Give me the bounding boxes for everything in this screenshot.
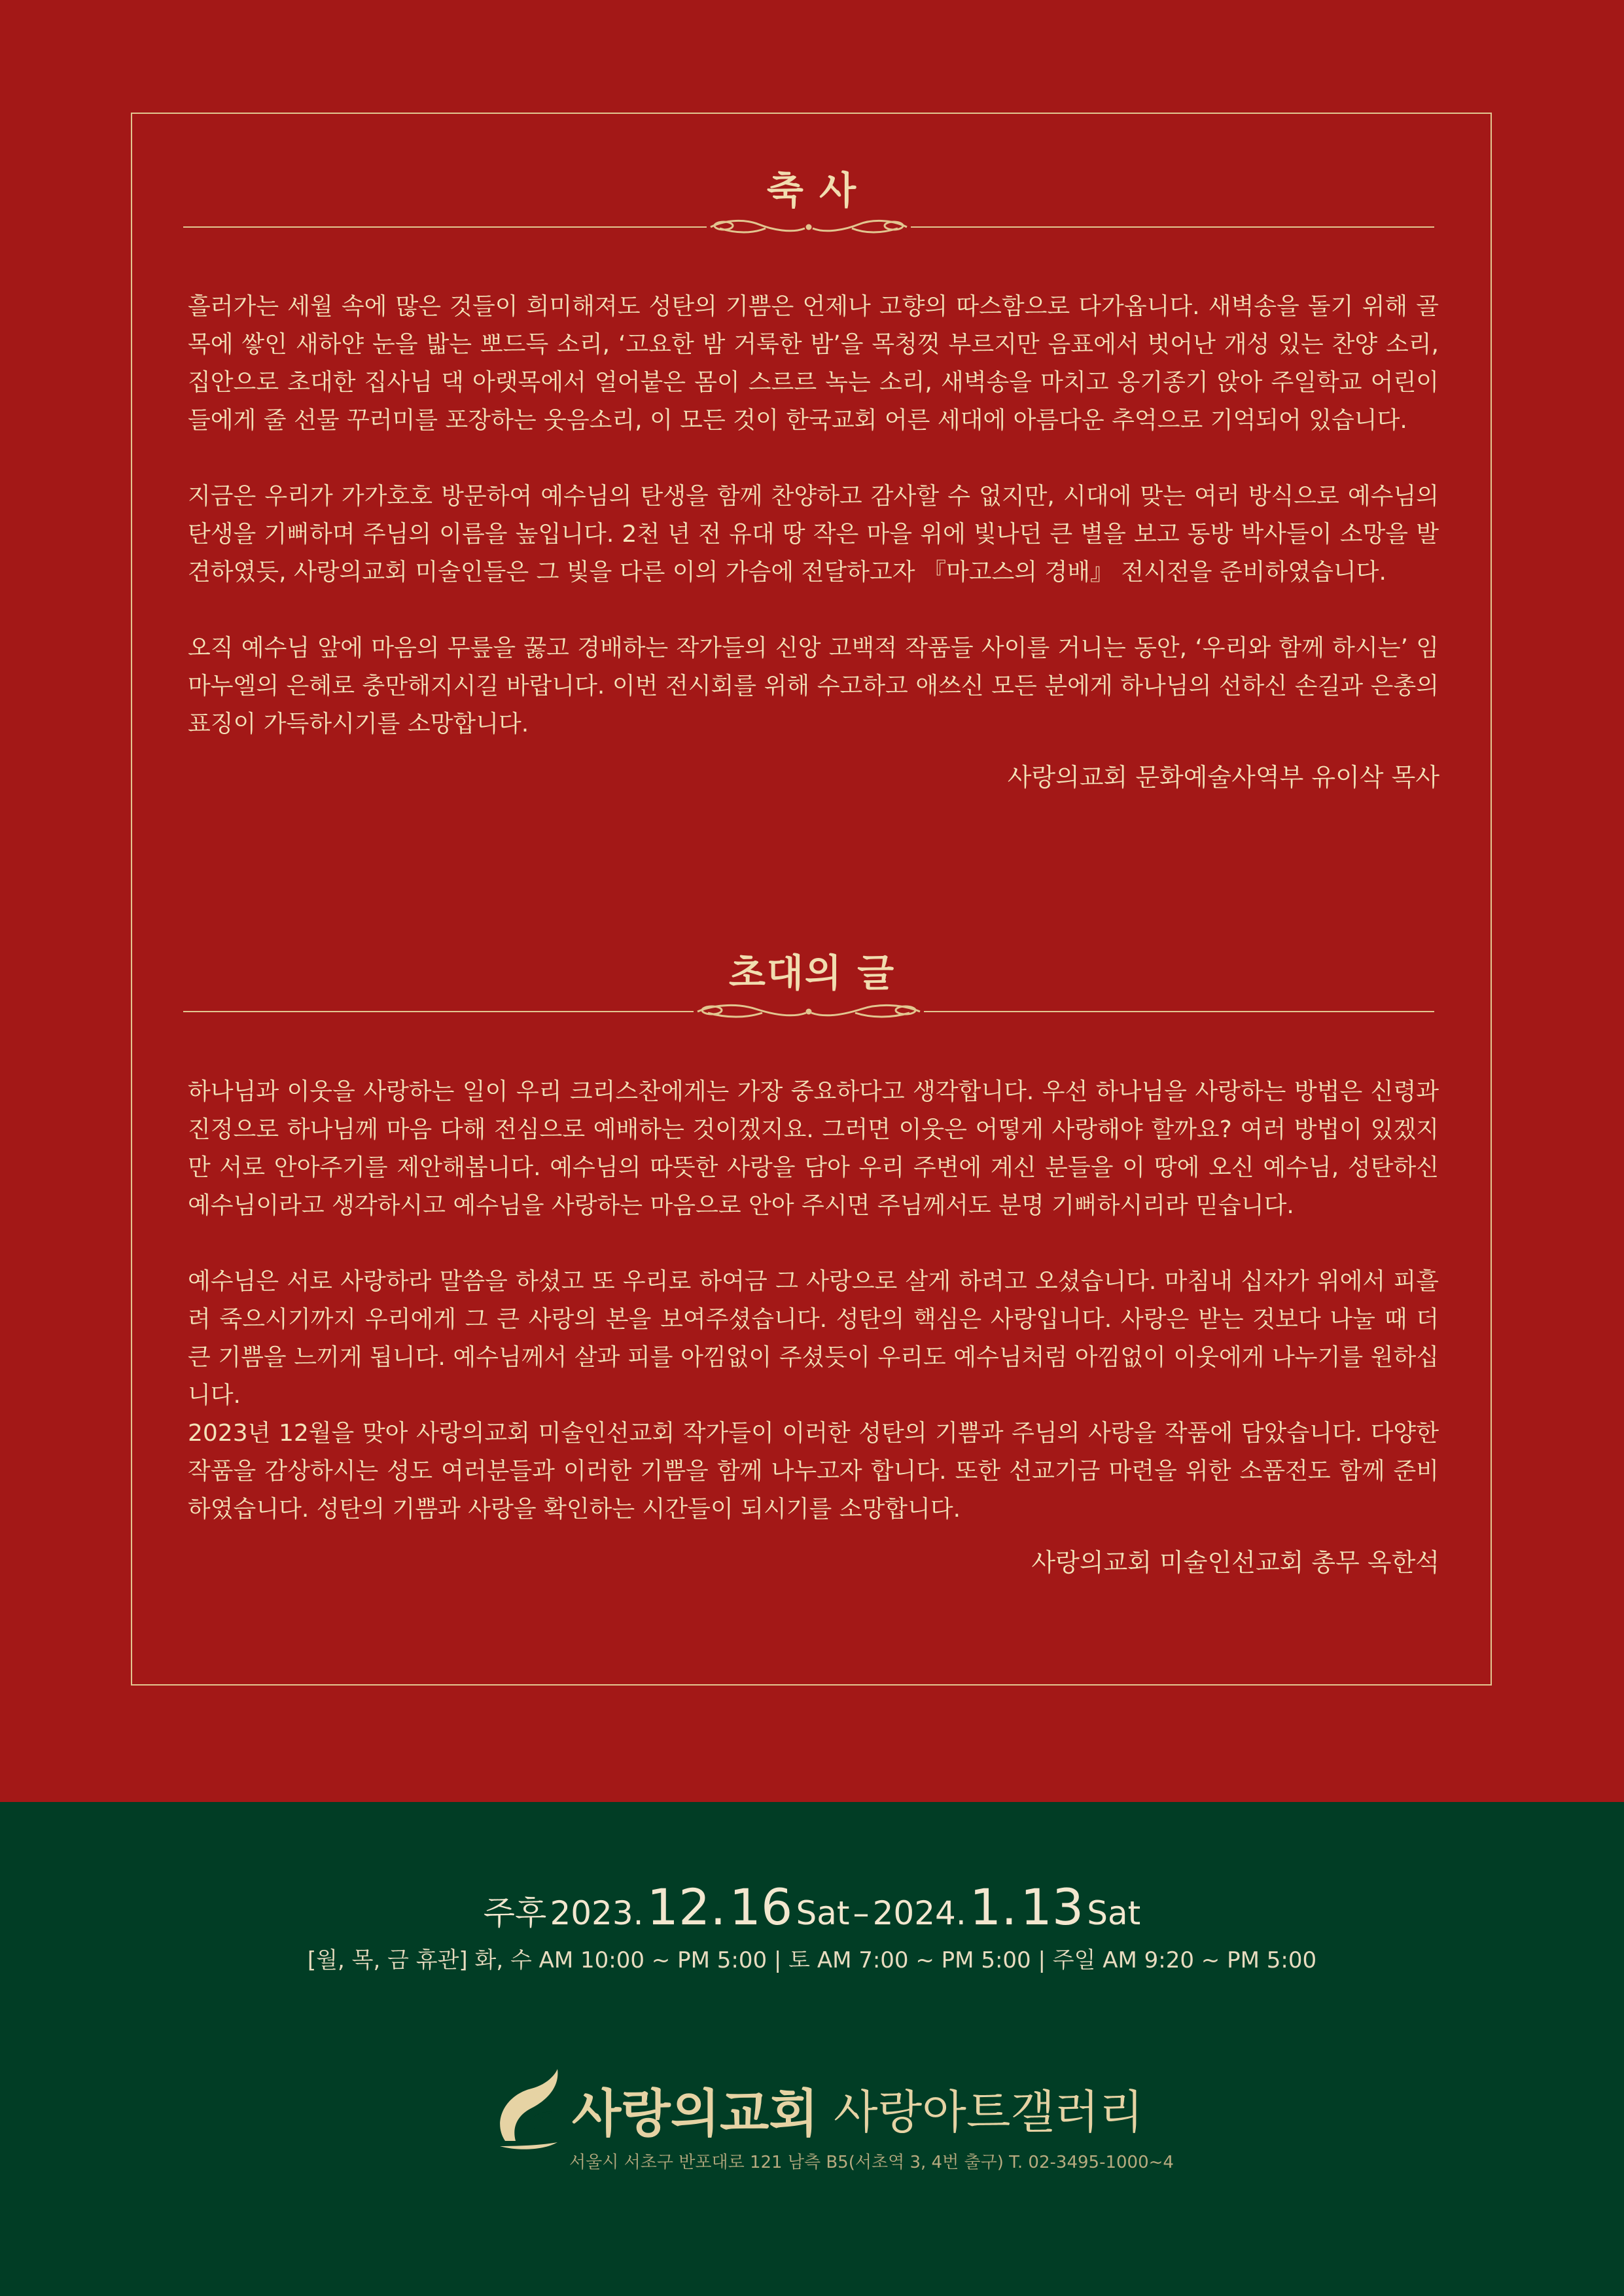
invitation-ornament-divider xyxy=(183,998,1434,1025)
church-name: 사랑의교회 xyxy=(572,2085,819,2144)
congrats-paragraph-2: 지금은 우리가 가가호호 방문하여 예수님의 탄생을 함께 찬양하고 감사할 수 없지만, 시대에 맞는 여러 방식으로 예수님의 탄생을 기뻐하며 주님의 이름을 높입니다. 2천 년 전 유대 땅 작은 마을 위에 빛나던 큰 별을 보고 동방 박사들이 소망을 발견하였듯, 사랑의교회 미술인들은 그 빛을 다른 이의 가슴에 전달하고자 『마고스의 경배』 전시전을 준비하였습니다. xyxy=(188,483,1439,586)
end-day: 13 xyxy=(1020,1878,1084,1936)
invitation-paragraph-3: 2023년 12월을 맞아 사랑의교회 미술인선교회 작가들이 이러한 성탄의 기쁨과 주님의 사랑을 작품에 담았습니다. 다양한 작품을 감상하시는 성도 여러분들과 이러한 기쁨을 함께 나누고자 합니다. 또한 선교기금 마련을 위한 소품전도 함께 준비하였습니다. 성탄의 기쁨과 사랑을 확인하는 시간들이 되시기를 소망합니다. xyxy=(188,1420,1439,1523)
gallery-name: 사랑아트갤러리 xyxy=(834,2085,1144,2139)
date-dash: – xyxy=(853,1894,870,1932)
opening-hours: [월, 목, 금 휴관] 화, 수 AM 10:00 ~ PM 5:00 | 토 AM 7:00 ~ PM 5:00 | 주일 AM 9:20 ~ PM 5:00 xyxy=(307,1947,1317,1973)
end-month: 1. xyxy=(969,1878,1017,1936)
start-day: 16 xyxy=(729,1878,793,1936)
congrats-signature: 사랑의교회 문화예술사역부 유이삭 목사 xyxy=(1007,763,1439,792)
start-weekday: Sat xyxy=(796,1894,850,1932)
congrats-paragraph-1: 흘러가는 세월 속에 많은 것들이 희미해져도 성탄의 기쁨은 언제나 고향의 따스함으로 다가옵니다. 새벽송을 돌기 위해 골목에 쌓인 새하얀 눈을 밟는 뽀드득 소리, ‘고요한 밤 거룩한 밤’을 목청껏 부르지만 음표에서 벗어난 개성 있는 찬양 소리, 집안으로 초대한 집사님 댁 아랫목에서 얼어붙은 몸이 스르르 녹는 소리, 새벽송을 마치고 옹기종기 앉아 주일학교 어린이들에게 줄 선물 꾸러미를 포장하는 웃음소리, 이 모든 것이 한국교회 어른 세대에 아름다운 추억으로 기억되어 있습니다. xyxy=(188,293,1439,434)
church-logo xyxy=(492,2069,1146,2154)
congrats-paragraph-3: 오직 예수님 앞에 마음의 무릎을 꿇고 경배하는 작가들의 신앙 고백적 작품들 사이를 거니는 동안, ‘우리와 함께 하시는’ 임마누엘의 은혜로 충만해지시길 바랍니다. 이번 전시회를 위해 수고하고 애쓰신 모든 분에게 하나님의 선하신 손길과 은총의 표징이 가득하시기를 소망합니다. xyxy=(188,635,1439,737)
end-year: 2024. xyxy=(872,1894,966,1932)
exhibition-dates xyxy=(0,1878,1624,1936)
flame-icon xyxy=(492,2069,564,2154)
start-month: 12. xyxy=(646,1878,726,1936)
invitation-title: 초대의 글 xyxy=(728,951,896,995)
congrats-ornament-divider xyxy=(183,214,1434,240)
end-weekday: Sat xyxy=(1087,1894,1141,1932)
green-footer-area xyxy=(0,1802,1624,2296)
invitation-signature: 사랑의교회 미술인선교회 총무 옥한석 xyxy=(1031,1548,1439,1577)
start-year: 2023. xyxy=(550,1894,644,1932)
invitation-paragraph-2: 예수님은 서로 사랑하라 말씀을 하셨고 또 우리로 하여금 그 사랑으로 살게 하려고 오셨습니다. 마침내 십자가 위에서 피흘려 죽으시기까지 우리에게 그 큰 사랑의 본을 보여주셨습니다. 성탄의 핵심은 사랑입니다. 사랑은 받는 것보다 나눌 때 더 큰 기쁨을 느끼게 됩니다. 예수님께서 살과 피를 아낌없이 주셨듯이 우리도 예수님처럼 아낌없이 이웃에게 나누기를 원하십니다. xyxy=(188,1268,1439,1409)
gallery-address: 서울시 서초구 반포대로 121 남측 B5(서초역 3, 4번 출구) T. 02-3495-1000~4 xyxy=(569,2153,1174,2172)
congrats-title: 축 사 xyxy=(766,168,858,213)
invitation-paragraph-1: 하나님과 이웃을 사랑하는 일이 우리 크리스찬에게는 가장 중요하다고 생각합니다. 우선 하나님을 사랑하는 방법은 신령과 진정으로 하나님께 마음 다해 전심으로 예배하는 것이겠지요. 그러면 이웃은 어떻게 사랑해야 할까요? 여러 방법이 있겠지만 서로 안아주기를 제안해봅니다. 예수님의 따뜻한 사랑을 담아 우리 주변에 계신 분들을 이 땅에 오신 예수님, 성탄하신 예수님이라고 생각하시고 예수님을 사랑하는 마음으로 안아 주시면 주님께서도 분명 기뻐하시리라 믿습니다. xyxy=(188,1078,1439,1219)
date-prefix: 주후 xyxy=(483,1894,547,1932)
